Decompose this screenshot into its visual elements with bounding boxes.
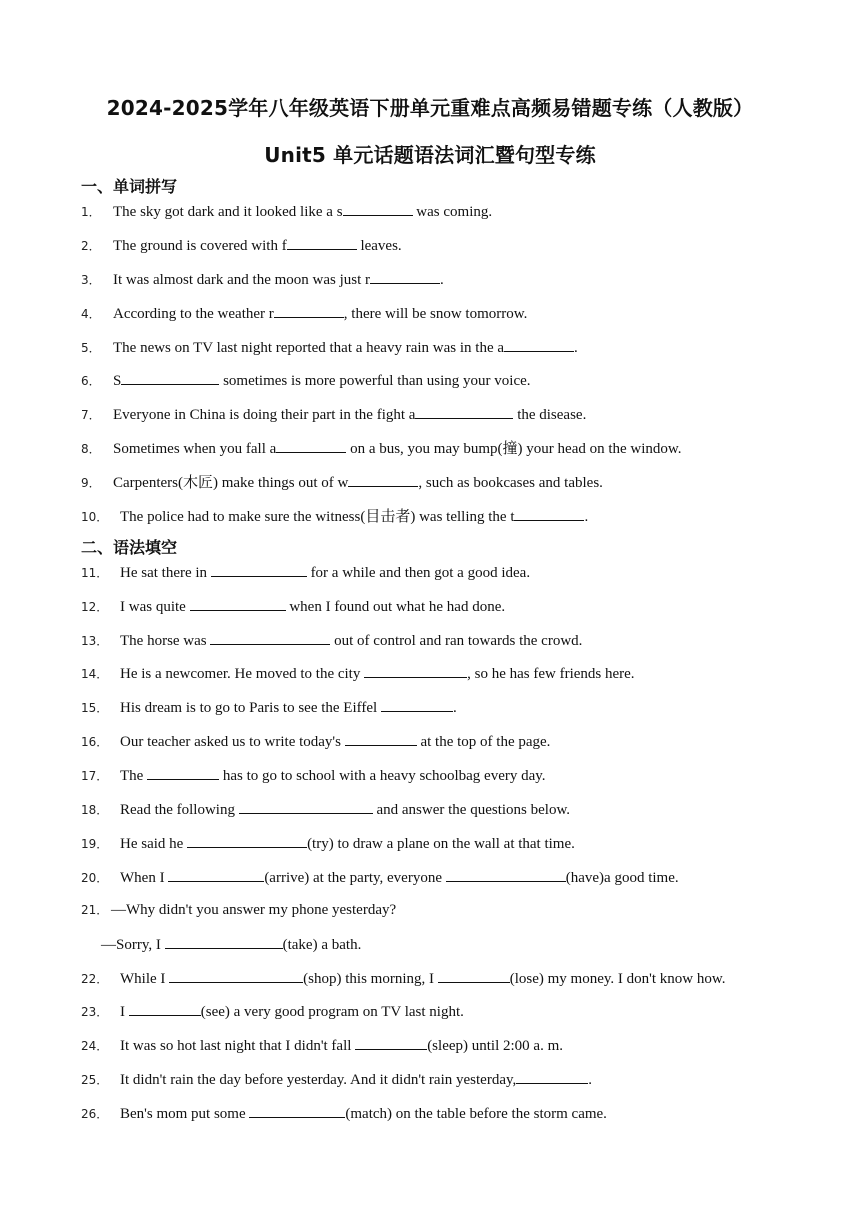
question-text: I was quite — [120, 599, 190, 615]
question-text: While I — [120, 971, 170, 987]
question-text: (have)a good time. — [565, 870, 679, 886]
question-text: when I found out what he had done. — [285, 599, 506, 615]
question-number: 3． — [81, 273, 101, 287]
question-text: It was almost dark and the moon was just r — [113, 272, 371, 288]
question-text: He is a newcomer. He moved to the city — [120, 666, 365, 682]
question-16 — [81, 730, 550, 752]
question-15 — [81, 696, 457, 718]
question-text: has to go to school with a heavy schoolbag every day. — [219, 768, 546, 784]
question-14 — [81, 662, 635, 684]
question-25 — [81, 1068, 592, 1090]
section-heading-grammar: 二、语法填空 — [81, 538, 178, 557]
answer-blank[interactable] — [287, 234, 357, 250]
question-24 — [81, 1034, 563, 1056]
question-text: He sat there in — [120, 565, 211, 581]
question-text: The sky got dark and it looked like a s — [113, 204, 343, 220]
question-number: 5． — [81, 341, 101, 355]
question-text: S — [113, 373, 122, 389]
question-text: (see) a very good program on TV last night. — [200, 1004, 464, 1020]
question-number: 26． — [81, 1107, 109, 1121]
question-text: for a while and then got a good idea. — [306, 565, 531, 581]
question-text: out of control and ran towards the crowd. — [330, 633, 583, 649]
question-text: The — [120, 768, 148, 784]
question-11 — [81, 561, 530, 583]
question-22 — [81, 967, 725, 989]
question-text: (lose) my money. I don't know how. — [509, 971, 726, 987]
question-text: was coming. — [412, 204, 493, 220]
question-text: Everyone in China is doing their part in the fight a — [113, 407, 416, 423]
answer-blank[interactable] — [147, 764, 219, 780]
question-number: 2． — [81, 239, 101, 253]
question-text: Carpenters(木匠) make things out of w — [113, 475, 349, 491]
question-text: Read the following — [120, 802, 239, 818]
answer-blank[interactable] — [345, 730, 417, 746]
question-4 — [81, 302, 527, 324]
answer-blank[interactable] — [415, 403, 513, 419]
question-number: 19． — [81, 837, 109, 851]
answer-blank[interactable] — [249, 1102, 345, 1118]
question-text: (try) to draw a plane on the wall at that time. — [307, 836, 575, 852]
question-number: 9． — [81, 476, 101, 490]
question-number: 16． — [81, 735, 109, 749]
question-21 — [81, 899, 396, 921]
question-number: 24． — [81, 1039, 109, 1053]
question-number: 18． — [81, 803, 109, 817]
question-text: (sleep) until 2:00 a. m. — [427, 1038, 563, 1054]
question-text: , there will be snow tomorrow. — [343, 306, 528, 322]
question-20 — [81, 866, 679, 888]
question-text: . — [588, 1072, 593, 1088]
answer-blank[interactable] — [168, 866, 264, 882]
question-text: His dream is to go to Paris to see the Eiffel — [120, 700, 381, 716]
question-18 — [81, 798, 570, 820]
answer-blank[interactable] — [210, 629, 330, 645]
question-26 — [81, 1102, 607, 1124]
question-23 — [81, 1000, 464, 1022]
question-number: 14． — [81, 667, 109, 681]
question-text: on a bus, you may bump(撞) your head on the window. — [346, 441, 682, 457]
answer-blank[interactable] — [190, 595, 286, 611]
answer-blank[interactable] — [211, 561, 307, 577]
question-number: 10． — [81, 510, 109, 524]
question-5 — [81, 336, 578, 358]
page-title: 2024-2025学年八年级英语下册单元重难点高频易错题专练（人教版） — [106, 96, 754, 120]
answer-blank[interactable] — [165, 933, 283, 949]
answer-blank[interactable] — [348, 471, 418, 487]
answer-blank[interactable] — [343, 200, 413, 216]
question-text: and answer the questions below. — [372, 802, 571, 818]
question-number: 12． — [81, 600, 109, 614]
question-number: 11． — [81, 566, 109, 580]
question-number: 8． — [81, 442, 101, 456]
answer-blank[interactable] — [187, 832, 307, 848]
question-text: The police had to make sure the witness(目击者) was telling the t — [120, 509, 515, 525]
question-text: . — [440, 272, 444, 288]
question-text: leaves. — [356, 238, 402, 254]
answer-blank[interactable] — [355, 1034, 427, 1050]
section-heading-spelling: 一、单词拼写 — [81, 177, 178, 196]
question-text: —Why didn't you answer my phone yesterday? — [111, 902, 397, 918]
question-number: 6． — [81, 374, 101, 388]
question-text: It didn't rain the day before yesterday. And it didn't rain yesterday, — [120, 1072, 517, 1088]
answer-blank[interactable] — [446, 866, 566, 882]
question-text: It was so hot last night that I didn't fall — [120, 1038, 356, 1054]
question-text: —Sorry, I — [101, 937, 165, 953]
question-text: (shop) this morning, I — [303, 971, 438, 987]
question-text: the disease. — [513, 407, 587, 423]
question-1 — [81, 200, 492, 222]
question-9 — [81, 471, 603, 493]
answer-blank[interactable] — [274, 302, 344, 318]
answer-blank[interactable] — [169, 967, 303, 983]
question-text: Our teacher asked us to write today's — [120, 734, 345, 750]
question-text: Sometimes when you fall a — [113, 441, 277, 457]
question-text: . — [452, 700, 457, 716]
answer-blank[interactable] — [239, 798, 373, 814]
answer-blank[interactable] — [129, 1000, 201, 1016]
question-6 — [81, 369, 531, 391]
question-text: , such as bookcases and tables. — [418, 475, 603, 491]
question-text: , so he has few friends here. — [467, 666, 635, 682]
answer-blank[interactable] — [504, 336, 574, 352]
question-number: 15． — [81, 701, 109, 715]
question-text: The news on TV last night reported that a heavy rain was in the a — [113, 340, 505, 356]
answer-blank[interactable] — [516, 1068, 588, 1084]
question-number: 13． — [81, 634, 109, 648]
question-17 — [81, 764, 546, 786]
question-number: 25． — [81, 1073, 109, 1087]
question-text: Ben's mom put some — [120, 1106, 250, 1122]
question-text: The ground is covered with f — [113, 238, 287, 254]
question-text: . — [584, 509, 589, 525]
question-text: (take) a bath. — [282, 937, 362, 953]
question-7 — [81, 403, 586, 425]
question-text: (match) on the table before the storm came. — [345, 1106, 607, 1122]
question-number: 4． — [81, 307, 101, 321]
answer-blank[interactable] — [514, 505, 584, 521]
page-subtitle: Unit5 单元话题语法词汇暨句型专练 — [264, 143, 596, 167]
question-text: (arrive) at the party, everyone — [264, 870, 446, 886]
question-number: 17． — [81, 769, 109, 783]
answer-blank[interactable] — [438, 967, 510, 983]
question-21-reply — [101, 933, 361, 955]
question-10 — [81, 505, 588, 527]
question-number: 7． — [81, 408, 101, 422]
question-text: According to the weather r — [113, 306, 274, 322]
question-text: He said he — [120, 836, 188, 852]
question-13 — [81, 629, 582, 651]
question-number: 20． — [81, 871, 109, 885]
question-text: The horse was — [120, 633, 211, 649]
question-number: 22． — [81, 972, 109, 986]
question-text: . — [574, 340, 578, 356]
answer-blank[interactable] — [381, 696, 453, 712]
question-text: sometimes is more powerful than using your voice. — [219, 373, 531, 389]
question-3 — [81, 268, 444, 290]
answer-blank[interactable] — [276, 437, 346, 453]
question-text: at the top of the page. — [416, 734, 551, 750]
question-8 — [81, 437, 682, 459]
question-19 — [81, 832, 575, 854]
question-number: 23． — [81, 1005, 109, 1019]
question-number: 21． — [81, 903, 109, 917]
question-2 — [81, 234, 402, 256]
question-12 — [81, 595, 505, 617]
question-text: I — [120, 1004, 129, 1020]
question-text: When I — [120, 870, 169, 886]
answer-blank[interactable] — [364, 662, 467, 678]
answer-blank[interactable] — [121, 369, 219, 385]
answer-blank[interactable] — [370, 268, 440, 284]
question-number: 1． — [81, 205, 101, 219]
